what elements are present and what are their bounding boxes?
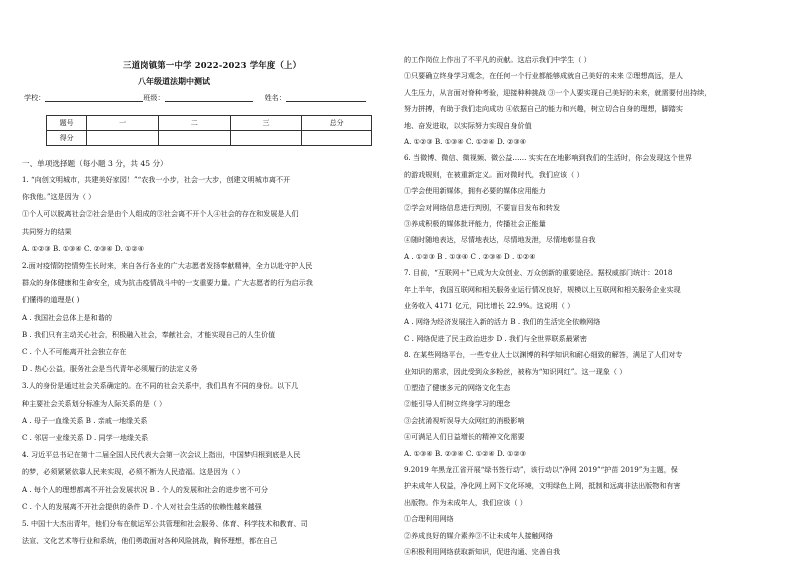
question-line: A . ①②③ B . ①③④ C . ②③④ D . ①②④ — [404, 251, 536, 261]
question-line: 年上半年，我国互联网和相关服务业运行情况良好，规模以上互联网和相关服务企业实现 — [404, 284, 681, 294]
question-line: 9.2019 年黑龙江省开展“绿书签行动”，该行动以“净网 2019”“护苗 2019”为主题，保 — [404, 465, 678, 474]
score-cell: 总分 — [302, 116, 372, 131]
name-label: 姓名： — [264, 93, 286, 102]
score-cell: 题号 — [47, 116, 87, 131]
question-line: 种主要社会关系划分标准为人际关系的是（ ） — [22, 398, 167, 408]
question-line: 业知识的需求，因此受到众多粉丝，被称为“知识网红”。这一现象（ ） — [404, 366, 627, 376]
question-line: 8. 在某些网络平台，一些专业人士以渊博的科学知识和耐心细致的解答，满足了人们对专 — [404, 350, 683, 360]
question-line: ④随时随地表达，尽情地表达，尽情地发泄，尽情地彰显自我 — [404, 235, 596, 245]
question-line: 3.人的身份是通过社会关系确定的。在不同的社会关系中，我们具有不同的身份。以下几 — [22, 381, 299, 391]
question-line: ②能引导人们树立终身学习的理念 — [404, 399, 511, 409]
question-line: 2.面对疫情防控情势生长时来，来自各行各业的广大志愿者发扬奉献精神，全力以赴守护人民 — [22, 261, 313, 270]
question-line: ①个人可以脱离社会②社会是由个人组成的③社会离不开个人④社会的存在和发展是人们 — [22, 209, 299, 219]
section-heading: 一、单项选择题（每小题 3 分，共 45 分） — [22, 159, 168, 168]
question-line: 的工作岗位上作出了不平凡的贡献。这启示我们中学生（ ） — [404, 55, 591, 64]
question-line: C . 网络促进了民主政治进步 D . 我们与全世界联系最紧密 — [404, 333, 587, 343]
exam-subtitle: 八年级道法期中测试 — [138, 76, 210, 86]
question-line: 共同努力的结果 — [22, 226, 72, 236]
score-input-cell[interactable] — [87, 131, 159, 146]
score-cell: 三 — [230, 116, 302, 131]
question-line: 6. 当微博、微信、微视频、微公益…… 实实在在地影响到我们的生活时，你会发现这个世界 — [404, 153, 692, 163]
score-table — [46, 115, 372, 146]
question-line: 1. “向创文明城市，共建美好家园！”“农我一小步，社会一大步，创建文明城市离不开 — [22, 175, 291, 184]
class-label: 班级： — [143, 93, 165, 102]
question-line: ②养成良好的媒介素养③不让未成年人接触网络 — [404, 530, 553, 540]
score-input-cell[interactable] — [302, 131, 372, 146]
question-line: 们懂得的道理是( ) — [22, 295, 80, 305]
name-blank[interactable] — [286, 93, 366, 102]
question-line: ③养成积极的媒体批评能力，传播社会正能量 — [404, 219, 546, 228]
student-info-row — [24, 93, 366, 102]
score-cell: 一 — [87, 116, 159, 131]
score-input-cell[interactable] — [230, 131, 302, 146]
question-line: ④可满足人们日益增长的精神文化需要 — [404, 432, 525, 442]
question-line: A . 每个人的理想都离不开社会发展状况 B . 个人的发展和社会的进步密不可分 — [22, 484, 269, 494]
question-line: ②学会对网络信息进行判别，不要盲目发布和转发 — [404, 202, 561, 212]
left-column — [6, 0, 386, 561]
score-cell: 二 — [158, 116, 230, 131]
question-line: 法宣、文化艺术等行业和系统，他们勇敢面对各种风险挑战，胸怀理想，都在自己 — [22, 536, 278, 546]
question-line: ①塑造了健康多元的网络文化生态 — [404, 383, 511, 392]
question-line: 出版物。作为未成年人，我们应该（ ） — [404, 497, 527, 507]
question-line: 护未成年人权益，净化网上网下文化环境，文明绿色上网，抵制和远离非法出版物和有害 — [404, 481, 681, 491]
question-line: 群众的身体健康和生命安全，成为抗击疫情战斗中的一支重要力量。广大志愿者的行为启示我 — [22, 278, 313, 288]
question-line: B . 我们只有主动关心社会，积极融入社会，奉献社会，才能实现自己的人生价值 — [22, 329, 276, 339]
question-line: 7. 目前，“互联网＋”已成为大众创业、万众创新的重要途径。据权威部门统计：2018 — [404, 268, 673, 278]
question-line: 你我他。”这是因为（ ） — [22, 192, 96, 202]
score-cell: 得分 — [47, 131, 87, 146]
question-line: A. ①③④ B. ②③④ C. ①②④ D. ①②③ — [404, 448, 527, 458]
question-line: 人生压力，从言面对脊种考验，迎接种种挑战 ③一个人要实现自己美好的未来，就需要付出持续， — [404, 87, 712, 97]
question-line: ④积极利用网络获取新知识，促进沟通、完善自我 — [404, 547, 561, 556]
question-line: A . 母子一血缘关系 B . 亲戚一地缘关系 — [22, 415, 148, 425]
question-line: ①学会使用新媒体，拥有必要的媒体应用能力 — [404, 186, 546, 196]
exam-title: 三道岗镇第一中学 2022-2023 学年度（上） — [123, 60, 302, 70]
question-line: C . 个人不可能离开社会独立存在 — [22, 347, 127, 356]
score-table-header-row — [47, 116, 372, 131]
score-table-score-row — [47, 131, 372, 146]
question-line: C . 邻居一业缘关系 D . 同学一地缘关系 — [22, 433, 149, 442]
question-line: A. ①②③ B. ①③④ C. ②③④ D. ①②④ — [22, 243, 145, 253]
question-line: A . 我国社会总体上是和谐的 — [22, 312, 112, 322]
score-input-cell[interactable] — [158, 131, 230, 146]
question-line: A. ①②③ B. ①③④ C. ①②④ D. ②③④ — [404, 137, 527, 146]
question-line: 的游戏规则，在被重新定义。面对微时代，我们应该（ ） — [404, 169, 584, 179]
question-line: 4. 习近平总书记在第十二届全国人民代表大会第一次会议上指出，中国梦归根到底是人民 — [22, 450, 301, 460]
right-column — [404, 0, 784, 561]
question-line: A . 网络为经济发展注入新的活力 B . 我们的生活完全依赖网络 — [404, 317, 601, 327]
question-line: ①只要确立终身学习观念，在任何一个行业都能够成就自己美好的未来 ②理想高远，是人 — [404, 71, 683, 81]
question-line: ①合理利用网络 — [404, 514, 454, 524]
question-line: ③会扰淆视听误导大众网红的消极影响 — [404, 415, 525, 425]
school-blank[interactable] — [45, 93, 143, 102]
question-line: 5. 中国十大杰出青年，他们分布在航运军公共管理和社会服务、体育、科学技术和教育、司 — [22, 519, 308, 528]
question-line: 地、奋发进取，以实际努力实现自身价值 — [404, 120, 532, 130]
question-line: 业务收入 4171 亿元，同比增长 22.9%。这说明（ ） — [404, 301, 575, 310]
question-line: 努力拼搏，有助于我们走向成功 ④依据自己的能力和兴趣，树立切合自身的理想，脚踏实 — [404, 104, 683, 114]
class-blank[interactable] — [165, 93, 253, 102]
question-line: 的梦，必须紧紧依靠人民来实现，必须不断为人民造福。这是因为（ ） — [22, 467, 245, 477]
question-line: C . 个人的发展离不开社会提供的条件 D . 个人对社会生活的依赖性越来越强 — [22, 501, 262, 511]
school-label: 学校： — [24, 93, 46, 102]
question-line: D . 热心公益，服务社会是当代青年必须履行的法定义务 — [22, 364, 198, 374]
